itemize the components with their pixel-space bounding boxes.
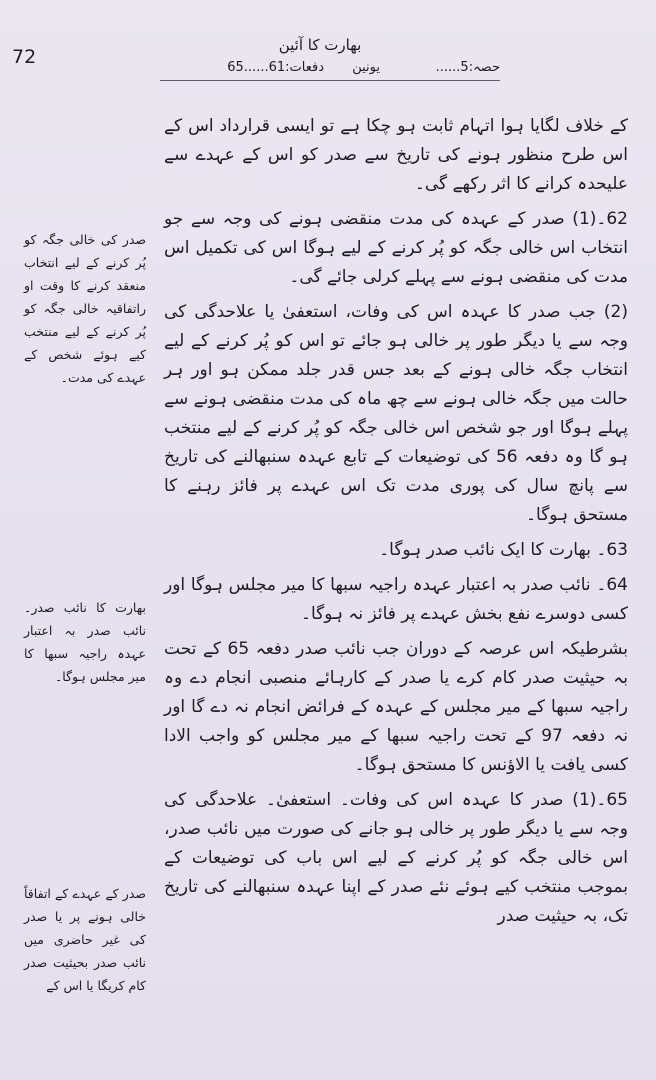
header-rule [160,80,500,81]
margin-note: صدر کی خالی جگہ کو پُر کرنے کے لیے انتخاب منعقد کرنے کا وقت او راتفاقیہ خالی جگہ کو پُر کرنے کے لیے منتخب کیے ہوئے شخص کے عہدے کی مدت۔ [24,232,146,385]
main-text [164,112,628,931]
running-title: بھارت کا آئین [278,36,362,54]
page-number: 72 [12,46,37,68]
paragraph-section-62-1: 62۔(1) صدر کے عہدہ کی مدت منقضی ہونے کی وجہ سے جو انتخاب اس خالی جگہ کو پُر کرنے کے لیے ہوگا اس کی تکمیل اس مدت کی منقضی ہونے سے پہلے کرلی جائے گی۔ [164,209,628,287]
paragraph-section-65-1: 65۔(1) صدر کا عہدہ اس کی وفات۔ استعفیٰ۔ علاحدگی کی وجہ سے یا دیگر طور پر خالی ہو جانے کی صورت میں نائب صدر، اس خالی جگہ کو پُر کرنے کے لیے اس باب کی توضیعات کے بموجب منتخب کیے ہوئے نئے صدر کے اپنا عہدہ سنبھالنے کی تاریخ تک، بہ حیثیت صدر [164,790,628,926]
header-sections: دفعات:61......65 [227,60,324,75]
paragraph-section-62-2: (2) جب صدر کا عہدہ اس کی وفات، استعفیٰ یا علاحدگی کی وجہ سے یا دیگر طور پر خالی ہو جائے تو اس کو پُر کرنے کے لیے انتخاب جگہ خالی ہونے کے بعد جس قدر جلد ممکن ہو اور ہر حالت میں جگہ خالی ہونے سے چھ ماہ کی مدت منقضی ہونے سے پہلے ہوگا اور جو شخص اس خالی جگہ کو پُر کرنے کے لیے منتخب ہو گا وہ دفعہ 56 کی توضیعات کے تابع عہدہ سنبھالنے کی تاریخ سے پانچ سال کی پوری مدت تک اس عہدے پر فائز رہنے کا مستحق ہوگا۔ [164,302,628,525]
paragraph: کے خلاف لگایا ہوا اتہام ثابت ہو چکا ہے تو ایسی قرارداد اس کے اس طرح منظور ہونے کی تاریخ سے صدر کو اس کے عہدے سے علیحدہ کرانے کا اثر رکھے گی۔ [164,116,628,194]
header-unit: یونین [352,60,380,75]
paragraph-section-63: 63۔ بھارت کا ایک نائب صدر ہوگا۔ [379,540,628,560]
paragraph-section-64: 64۔ نائب صدر بہ اعتبار عہدہ راجیہ سبھا کا میر مجلس ہوگا اور کسی دوسرے نفع بخش عہدے پر فائز نہ ہوگا۔ [164,575,628,624]
margin-note: بھارت کا نائب صدر۔ نائب صدر بہ اعتبار عہدہ راجیہ سبھا کا میر مجلس ہوگا۔ [24,600,146,684]
header-part: حصہ:5...... [435,60,500,75]
margin-note: صدر کے عہدے کے اتفاقاً خالی ہونے پر یا صدر کی غیر حاضری میں نائب صدر بحیثیت صدر کام کریگا یا اس کے [24,886,146,993]
paragraph-proviso: بشرطیکہ اس عرصہ کے دوران جب نائب صدر دفعہ 65 کے تحت بہ حیثیت صدر کام کرے یا صدر کے کارہائے منصبی انجام دے وہ راجیہ سبھا کے میر مجلس کے عہدہ کے فرائض انجام نہ دے گا اور نہ دفعہ 97 کے تحت راجیہ سبھا کے میر مجلس کو واجب الادا کسی یافت یا الاؤنس کا مستحق ہوگا۔ [164,639,629,775]
